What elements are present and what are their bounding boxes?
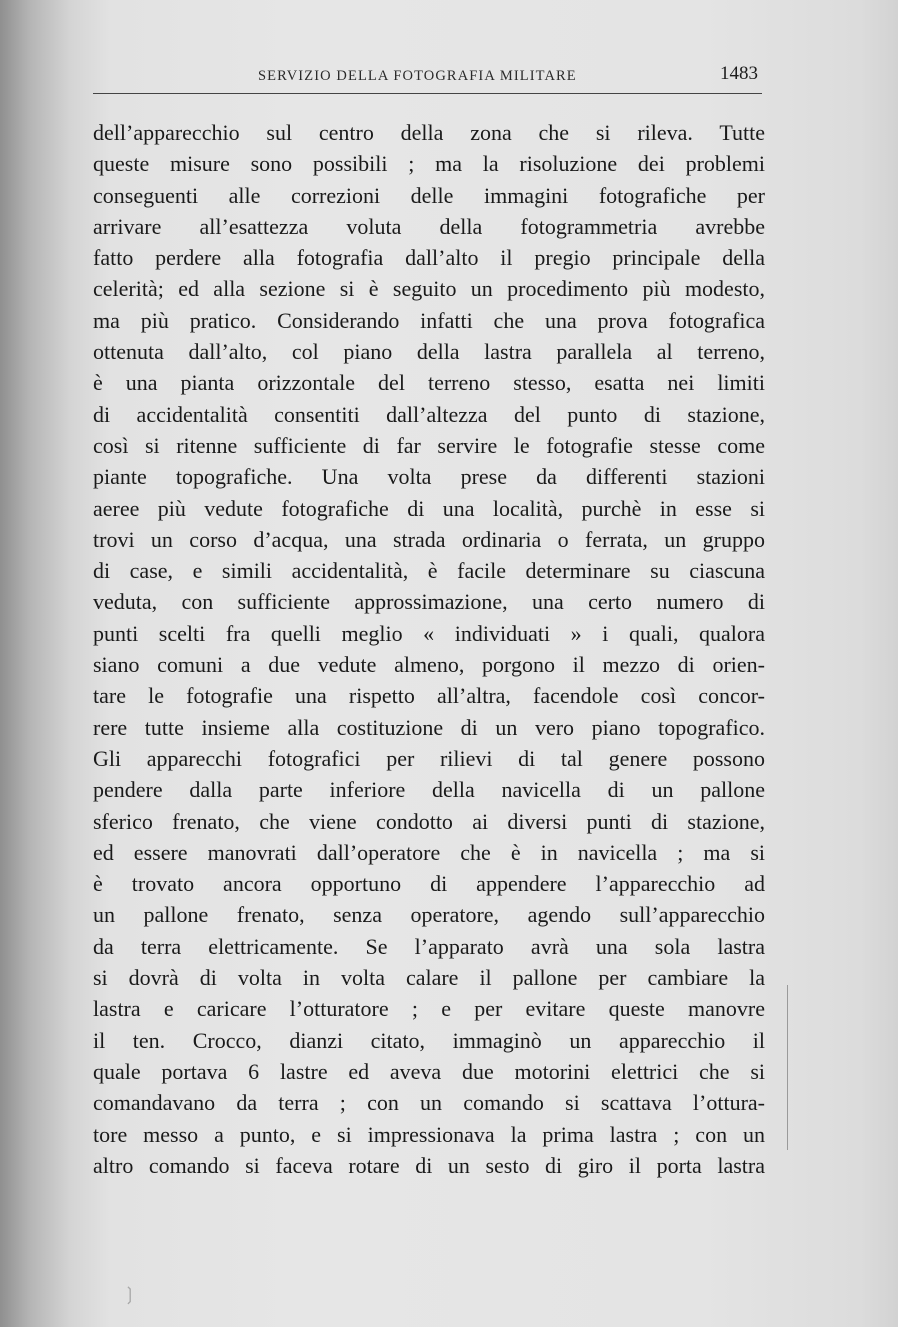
text-line: quale portava 6 lastre ed aveva due motorini elettrici che si	[93, 1058, 765, 1084]
text-line: siano comuni a due vedute almeno, porgono il mezzo di orien-	[93, 652, 765, 678]
margin-mark	[787, 985, 788, 1150]
text-line: pendere dalla parte inferiore della navicella di un pallone	[93, 777, 765, 803]
text-line: ottenuta dall’alto, col piano della lastra parallela al terreno,	[93, 339, 765, 365]
text-line: dell’apparecchio sul centro della zona che si rileva. Tutte	[93, 120, 765, 145]
text-line: altro comando si faceva rotare di un sesto di giro il porta lastra	[93, 1152, 765, 1178]
text-line: è trovato ancora opportuno di appendere l’apparecchio ad	[93, 871, 765, 897]
text-line: sferico frenato, che viene condotto ai diversi punti di stazione,	[93, 808, 765, 834]
text-line: ed essere manovrati dall’operatore che è in navicella ; ma si	[93, 839, 765, 865]
body-text	[93, 117, 765, 1181]
text-line: lastra e caricare l’otturatore ; e per evitare queste manovre	[93, 996, 765, 1022]
text-line: tare le fotografie una rispetto all’altra, facendole così concor-	[93, 683, 765, 709]
text-line: di case, e simili accidentalità, è facile determinare su ciascuna	[93, 558, 765, 584]
text-line: trovi un corso d’acqua, una strada ordinaria o ferrata, un gruppo	[93, 526, 765, 552]
text-line: fatto perdere alla fotografia dall’alto il pregio principale della	[93, 245, 765, 271]
text-line: conseguenti alle correzioni delle immagini fotografiche per	[93, 182, 765, 208]
text-line: si dovrà di volta in volta calare il pallone per cambiare la	[93, 965, 765, 991]
text-line: tore messo a punto, e si impressionava la prima lastra ; con un	[93, 1121, 765, 1147]
scan-speck-icon: ❳	[122, 1284, 138, 1304]
text-line: comandavano da terra ; con un comando si scattava l’ottura-	[93, 1090, 765, 1116]
running-title: SERVIZIO DELLA FOTOGRAFIA MILITARE	[258, 68, 577, 84]
text-line: arrivare all’esattezza voluta della fotogrammetria avrebbe	[93, 213, 765, 239]
text-line: di accidentalità consentiti dall’altezza del punto di stazione,	[93, 401, 765, 427]
header-rule	[93, 93, 762, 94]
text-line: celerità; ed alla sezione si è seguito un procedimento più modesto,	[93, 276, 765, 302]
text-line: così si ritenne sufficiente di far servire le fotografie stesse come	[93, 432, 765, 458]
text-line: veduta, con sufficiente approssimazione, una certo numero di	[93, 589, 765, 615]
page-number: 1483	[720, 63, 758, 84]
text-line: punti scelti fra quelli meglio « individuati » i quali, qualora	[93, 620, 765, 646]
text-line: Gli apparecchi fotografici per rilievi di tal genere possono	[93, 745, 765, 771]
text-line: il ten. Crocco, dianzi citato, immaginò un apparecchio il	[93, 1027, 765, 1053]
text-line: è una pianta orizzontale del terreno stesso, esatta nei limiti	[93, 370, 765, 396]
text-line: un pallone frenato, senza operatore, agendo sull’apparecchio	[93, 902, 765, 928]
text-line: piante topografiche. Una volta prese da differenti stazioni	[93, 464, 765, 490]
text-line: rere tutte insieme alla costituzione di un vero piano topografico.	[93, 714, 765, 740]
text-line: aeree più vedute fotografiche di una località, purchè in esse si	[93, 495, 765, 521]
text-line: ma più pratico. Considerando infatti che una prova fotografica	[93, 307, 765, 333]
text-line: da terra elettricamente. Se l’apparato avrà una sola lastra	[93, 933, 765, 959]
text-line: queste misure sono possibili ; ma la risoluzione dei problemi	[93, 151, 765, 177]
